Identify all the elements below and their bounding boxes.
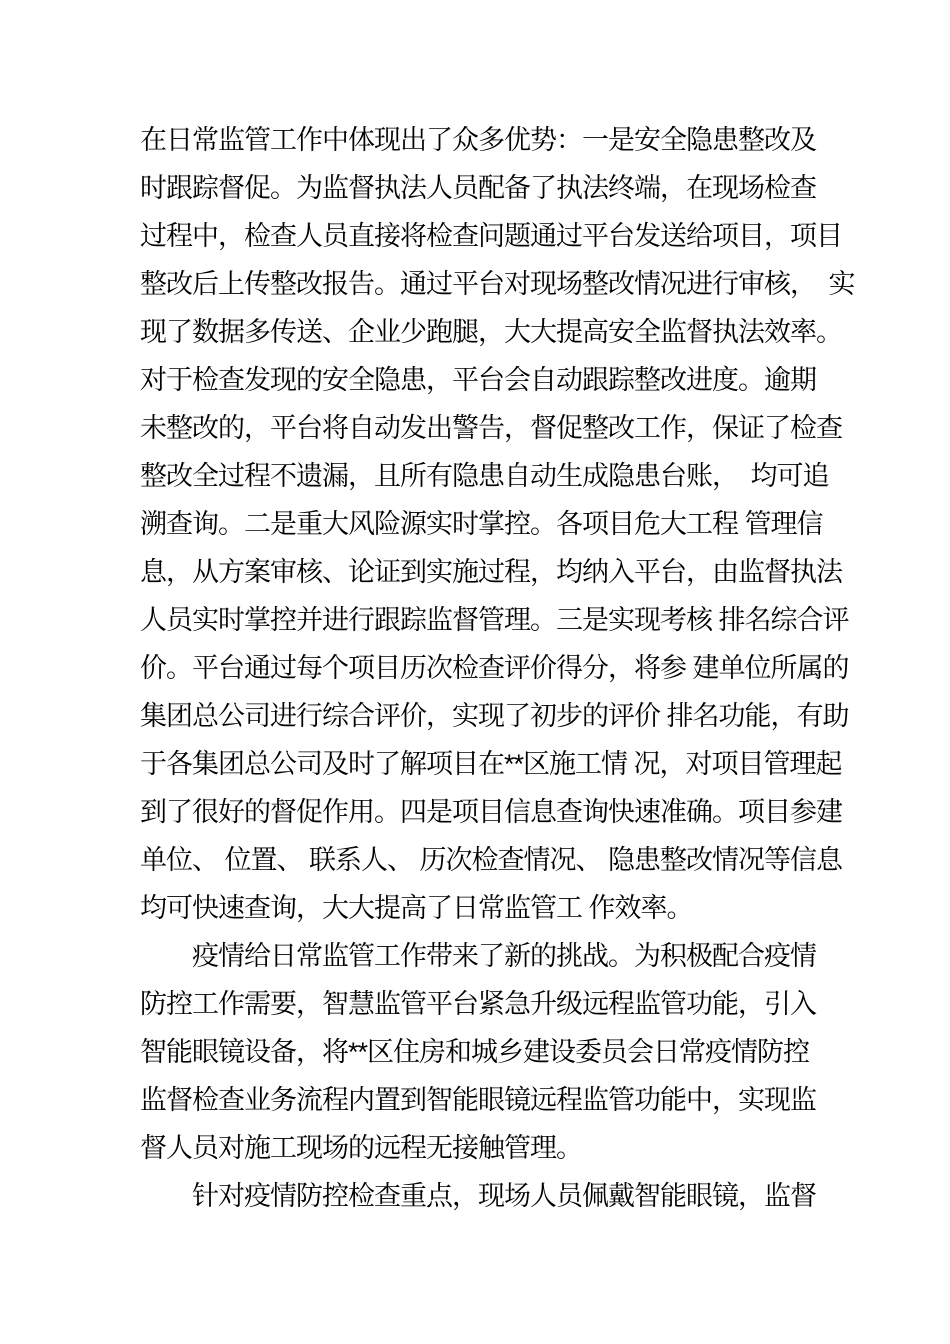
- doc-line: 监督检查业务流程内置到智能眼镜远程监管功能中，实现监: [140, 1085, 816, 1115]
- doc-line-paragraph-start: 疫情给日常监管工作带来了新的挑战。为积极配合疫情: [192, 941, 816, 971]
- doc-line: 均可快速查询，大大提高了日常监管工 作效率。: [140, 893, 693, 923]
- doc-line: 单位、 位置、 联系人、 历次检查情况、 隐患整改情况等信息: [140, 845, 843, 875]
- doc-line: 督人员对施工现场的远程无接触管理。: [140, 1133, 582, 1163]
- doc-line: 智能眼镜设备，将**区住房和城乡建设委员会日常疫情防控: [140, 1037, 810, 1067]
- doc-line: 未整改的，平台将自动发出警告，督促整改工作，保证了检查: [140, 413, 842, 443]
- doc-line: 时跟踪督促。为监督执法人员配备了执法终端，在现场检查: [140, 173, 816, 203]
- doc-line: 集团总公司进行综合评价，实现了初步的评价 排名功能，有助: [140, 701, 849, 731]
- doc-line: 整改全过程不遗漏，且所有隐患自动生成隐患台账， 均可追: [140, 461, 829, 491]
- document-text-block: [140, 116, 855, 1220]
- doc-line: 息，从方案审核、论证到实施过程，均纳入平台，由监督执法: [140, 557, 842, 587]
- doc-line: 对于检查发现的安全隐患，平台会自动跟踪整改进度。逾期: [140, 365, 816, 395]
- doc-line: 防控工作需要，智慧监管平台紧急升级远程监管功能，引入: [140, 989, 816, 1019]
- doc-line: 在日常监管工作中体现出了众多优势：一是安全隐患整改及: [140, 125, 816, 155]
- doc-line: 整改后上传整改报告。通过平台对现场整改情况进行审核， 实: [140, 269, 855, 299]
- doc-line: 价。平台通过每个项目历次检查评价得分，将参 建单位所属的: [140, 653, 849, 683]
- doc-line: 现了数据多传送、企业少跑腿，大大提高安全监督执法效率。: [140, 317, 842, 347]
- doc-line: 到了很好的督促作用。四是项目信息查询快速准确。项目参建: [140, 797, 842, 827]
- doc-line: 过程中，检查人员直接将检查问题通过平台发送给项目，项目: [140, 221, 842, 251]
- doc-line: 于各集团总公司及时了解项目在**区施工情 况，对项目管理起: [140, 749, 842, 779]
- doc-line-paragraph-start: 针对疫情防控检查重点，现场人员佩戴智能眼镜，监督: [192, 1181, 816, 1211]
- doc-line: 人员实时掌控并进行跟踪监督管理。三是实现考核 排名综合评: [140, 605, 849, 635]
- doc-line: 溯查询。二是重大风险源实时掌控。各项目危大工程 管理信: [140, 509, 823, 539]
